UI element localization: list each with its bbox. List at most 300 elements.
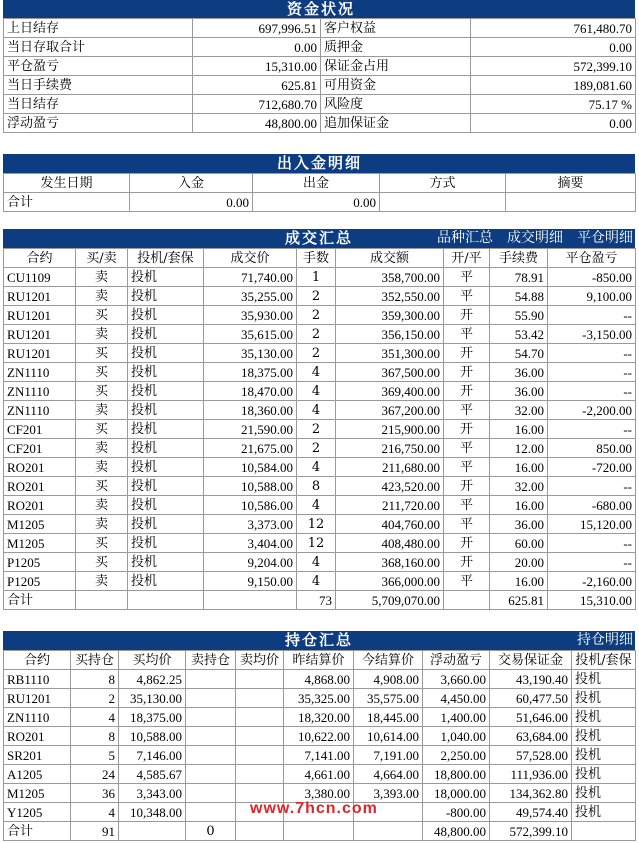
table-cell: RU1201 [4, 344, 76, 363]
table-cell: 投机 [128, 401, 204, 420]
table-cell: 2 [71, 689, 119, 708]
table-cell: 投机 [128, 477, 204, 496]
table-cell: -- [548, 477, 636, 496]
table-cell: ZN1110 [4, 363, 76, 382]
table-cell: 35,325.00 [284, 689, 354, 708]
table-cell: 卖 [76, 458, 128, 477]
table-cell: 投机 [572, 670, 636, 689]
table-cell: 18,470.00 [204, 382, 297, 401]
table-cell: 369,400.00 [336, 382, 444, 401]
table-cell [506, 193, 636, 212]
table-cell [119, 822, 186, 841]
table-cell: M1205 [4, 515, 76, 534]
table-cell [284, 822, 354, 841]
table-cell: 4,661.00 [284, 765, 354, 784]
table-cell: 4,868.00 [284, 670, 354, 689]
column-header: 成交额 [336, 249, 444, 268]
table-cell: 351,300.00 [336, 344, 444, 363]
cashflow-banner [3, 154, 635, 173]
table-cell: 卖 [76, 268, 128, 287]
table-cell: 54.88 [490, 287, 548, 306]
table-cell: 开 [444, 534, 490, 553]
table-cell: CF201 [4, 420, 76, 439]
table-cell: 15,310.00 [193, 57, 321, 76]
table-cell [236, 708, 284, 727]
table-cell: 36.00 [490, 382, 548, 401]
table-cell: 上日结存 [4, 19, 193, 38]
table-cell: 51,646.00 [490, 708, 572, 727]
table-cell: 投机 [128, 382, 204, 401]
table-cell: 8 [71, 670, 119, 689]
table-row [4, 420, 636, 439]
table-cell: 55.90 [490, 306, 548, 325]
table-cell: 16.00 [490, 420, 548, 439]
table-cell: 10,588.00 [204, 477, 297, 496]
table-cell: Y1205 [4, 803, 71, 822]
fund-row [4, 19, 636, 38]
table-row [4, 727, 636, 746]
table-cell: 4 [71, 803, 119, 822]
table-cell: 3,343.00 [119, 784, 186, 803]
table-cell [186, 689, 236, 708]
table-cell: 2,250.00 [423, 746, 490, 765]
table-cell: 10,622.00 [284, 727, 354, 746]
column-header: 手续费 [490, 249, 548, 268]
table-cell: 开 [444, 344, 490, 363]
column-header: 合约 [4, 249, 76, 268]
table-cell: 3,404.00 [204, 534, 297, 553]
table-cell: 2 [297, 306, 336, 325]
table-cell: 合计 [4, 193, 130, 212]
trades-links [423, 229, 633, 248]
column-header: 昨结算价 [284, 651, 354, 670]
table-cell: -- [548, 382, 636, 401]
table-cell: 当日存取合计 [4, 38, 193, 57]
table-cell: 35,615.00 [204, 325, 297, 344]
table-cell: 0.00 [471, 114, 636, 133]
table-cell: 35,130.00 [204, 344, 297, 363]
table-cell: 卖 [76, 496, 128, 515]
table-cell: 投机 [128, 572, 204, 591]
trades-banner [3, 229, 635, 248]
cashflow-table [3, 173, 636, 212]
table-cell: 697,996.51 [193, 19, 321, 38]
table-cell [128, 591, 204, 610]
table-cell: 75.17 % [471, 95, 636, 114]
table-cell: 216,750.00 [336, 439, 444, 458]
table-cell: 买 [76, 534, 128, 553]
table-cell: -3,150.00 [548, 325, 636, 344]
table-cell: -720.00 [548, 458, 636, 477]
table-cell: 18,375.00 [204, 363, 297, 382]
table-cell: 买 [76, 382, 128, 401]
table-cell: 48,800.00 [193, 114, 321, 133]
table-cell: 572,399.10 [471, 57, 636, 76]
trades-table [3, 248, 636, 610]
table-cell: 卖 [76, 572, 128, 591]
column-header: 买均价 [119, 651, 186, 670]
table-cell: SR201 [4, 746, 71, 765]
table-cell: 投机 [128, 287, 204, 306]
table-cell [186, 746, 236, 765]
table-cell: 10,348.00 [119, 803, 186, 822]
table-cell: 43,190.40 [490, 670, 572, 689]
table-cell: 投机 [572, 765, 636, 784]
column-header: 投机/套保 [128, 249, 204, 268]
table-row [4, 344, 636, 363]
table-cell: CF201 [4, 439, 76, 458]
table-cell: 21,590.00 [204, 420, 297, 439]
table-cell: 73 [297, 591, 336, 610]
table-cell: 358,700.00 [336, 268, 444, 287]
table-cell: 投机 [128, 534, 204, 553]
table-row [4, 363, 636, 382]
table-cell: 4 [71, 708, 119, 727]
table-cell: 35,255.00 [204, 287, 297, 306]
table-cell: 2 [297, 344, 336, 363]
table-cell: 1 [297, 268, 336, 287]
table-cell: M1205 [4, 534, 76, 553]
table-cell: 客户权益 [321, 19, 471, 38]
table-cell: 15,120.00 [548, 515, 636, 534]
column-header: 发生日期 [4, 174, 130, 193]
table-cell: 366,000.00 [336, 572, 444, 591]
table-cell: 4 [297, 496, 336, 515]
table-cell: 16.00 [490, 458, 548, 477]
column-header: 成交价 [204, 249, 297, 268]
column-header: 方式 [380, 174, 506, 193]
table-cell: 保证金占用 [321, 57, 471, 76]
positions-total-row [4, 822, 636, 841]
table-cell: 36.00 [490, 363, 548, 382]
table-cell: 20.00 [490, 553, 548, 572]
table-cell: 2 [297, 325, 336, 344]
table-cell: RU1201 [4, 287, 76, 306]
table-cell: 当日结存 [4, 95, 193, 114]
table-cell: 21,675.00 [204, 439, 297, 458]
column-header: 买/卖 [76, 249, 128, 268]
column-header: 平仓盈亏 [548, 249, 636, 268]
section-link[interactable]: 持仓明细 [577, 632, 633, 648]
table-cell: 16.00 [490, 572, 548, 591]
table-cell [236, 689, 284, 708]
table-cell: 买 [76, 477, 128, 496]
table-cell: 3,660.00 [423, 670, 490, 689]
table-cell: 35,575.00 [354, 689, 423, 708]
table-row [4, 496, 636, 515]
table-cell: 买 [76, 553, 128, 572]
table-cell: 3,380.00 [284, 784, 354, 803]
table-cell: 0.00 [253, 193, 380, 212]
table-cell: RB1110 [4, 670, 71, 689]
table-cell: -- [548, 534, 636, 553]
table-cell: 404,760.00 [336, 515, 444, 534]
table-cell: 可用资金 [321, 76, 471, 95]
table-cell: -680.00 [548, 496, 636, 515]
table-cell: 4 [297, 553, 336, 572]
table-cell: 投机 [572, 784, 636, 803]
table-cell: 投机 [572, 689, 636, 708]
table-cell: 平 [444, 439, 490, 458]
table-cell: 当日手续费 [4, 76, 193, 95]
table-cell: 质押金 [321, 38, 471, 57]
table-cell: -850.00 [548, 268, 636, 287]
table-cell: 18,320.00 [284, 708, 354, 727]
table-cell: 0.00 [130, 193, 253, 212]
table-cell: 开 [444, 382, 490, 401]
table-row [4, 515, 636, 534]
fund-title: 资金状况 [287, 0, 356, 18]
table-cell: 买 [76, 420, 128, 439]
table-cell [186, 765, 236, 784]
table-cell: 367,500.00 [336, 363, 444, 382]
table-cell [186, 708, 236, 727]
table-cell: 3,393.00 [354, 784, 423, 803]
table-cell: 625.81 [490, 591, 548, 610]
table-cell: 189,081.60 [471, 76, 636, 95]
table-cell: 111,936.00 [490, 765, 572, 784]
table-cell: 36 [71, 784, 119, 803]
table-cell [444, 591, 490, 610]
table-cell: 48,800.00 [423, 822, 490, 841]
table-cell: RU1201 [4, 325, 76, 344]
table-cell: -- [548, 553, 636, 572]
table-cell: 24 [71, 765, 119, 784]
table-cell: 16.00 [490, 496, 548, 515]
table-cell: 53.42 [490, 325, 548, 344]
table-cell: 54.70 [490, 344, 548, 363]
table-cell: 9,100.00 [548, 287, 636, 306]
table-cell: -2,200.00 [548, 401, 636, 420]
table-cell: 平 [444, 401, 490, 420]
table-cell: 卖 [76, 401, 128, 420]
table-cell: 36.00 [490, 515, 548, 534]
table-cell: 60.00 [490, 534, 548, 553]
table-row [4, 401, 636, 420]
table-cell: 71,740.00 [204, 268, 297, 287]
table-cell: 0.00 [193, 38, 321, 57]
table-cell: 开 [444, 363, 490, 382]
table-row [4, 534, 636, 553]
table-cell: 风险度 [321, 95, 471, 114]
table-cell: 投机 [128, 325, 204, 344]
table-cell: 211,680.00 [336, 458, 444, 477]
table-cell: 2 [297, 287, 336, 306]
table-cell: A1205 [4, 765, 71, 784]
fund-row [4, 38, 636, 57]
table-cell: 投机 [128, 496, 204, 515]
table-cell: 10,586.00 [204, 496, 297, 515]
table-cell: 18,000.00 [423, 784, 490, 803]
table-cell: 850.00 [548, 439, 636, 458]
table-cell: 9,204.00 [204, 553, 297, 572]
table-cell: 投机 [128, 344, 204, 363]
table-cell: 8 [71, 727, 119, 746]
table-cell: 平 [444, 458, 490, 477]
column-header: 投机/套保 [572, 651, 636, 670]
table-cell: 卖 [76, 515, 128, 534]
table-cell [186, 670, 236, 689]
table-cell: 211,720.00 [336, 496, 444, 515]
table-cell: 368,160.00 [336, 553, 444, 572]
table-row [4, 382, 636, 401]
table-cell: RO201 [4, 496, 76, 515]
table-cell: 761,480.70 [471, 19, 636, 38]
column-header: 卖均价 [236, 651, 284, 670]
table-cell: 15,310.00 [548, 591, 636, 610]
table-cell: 卖 [76, 287, 128, 306]
table-cell: 8 [297, 477, 336, 496]
table-cell: 0 [186, 822, 236, 841]
column-header: 卖持仓 [186, 651, 236, 670]
table-cell: 32.00 [490, 477, 548, 496]
table-row [4, 553, 636, 572]
table-cell: RO201 [4, 727, 71, 746]
column-header: 交易保证金 [490, 651, 572, 670]
positions-header-row [4, 651, 636, 670]
table-cell: 78.91 [490, 268, 548, 287]
table-cell: 平 [444, 325, 490, 344]
table-cell: ZN1110 [4, 401, 76, 420]
watermark: www.7hcn.com [250, 800, 378, 817]
table-cell [186, 803, 236, 822]
table-cell: 4,450.00 [423, 689, 490, 708]
positions-links [563, 631, 633, 650]
table-cell: 投机 [572, 727, 636, 746]
table-cell: 352,550.00 [336, 287, 444, 306]
table-row [4, 708, 636, 727]
table-row [4, 306, 636, 325]
table-cell: 10,614.00 [354, 727, 423, 746]
column-header: 合约 [4, 651, 71, 670]
table-cell: RO201 [4, 458, 76, 477]
table-cell [76, 591, 128, 610]
table-cell: 18,800.00 [423, 765, 490, 784]
trades-header-row [4, 249, 636, 268]
table-cell [354, 822, 423, 841]
table-cell [186, 784, 236, 803]
positions-banner [3, 631, 635, 650]
table-cell: 35,930.00 [204, 306, 297, 325]
table-cell: 4,862.25 [119, 670, 186, 689]
table-cell: 35,130.00 [119, 689, 186, 708]
table-cell: 134,362.80 [490, 784, 572, 803]
cashflow-total-row [4, 193, 636, 212]
table-cell: 18,445.00 [354, 708, 423, 727]
table-cell: 572,399.10 [490, 822, 572, 841]
table-cell: -- [548, 363, 636, 382]
table-cell: 12 [297, 515, 336, 534]
table-cell [572, 822, 636, 841]
column-header: 买持仓 [71, 651, 119, 670]
table-cell: 49,574.40 [490, 803, 572, 822]
table-cell: 卖 [76, 325, 128, 344]
table-cell [236, 746, 284, 765]
column-header: 入金 [130, 174, 253, 193]
table-cell: 投机 [128, 553, 204, 572]
table-cell: 7,141.00 [284, 746, 354, 765]
table-cell: 买 [76, 306, 128, 325]
table-cell: 投机 [572, 708, 636, 727]
table-cell: 平仓盈亏 [4, 57, 193, 76]
table-cell: ZN1110 [4, 708, 71, 727]
table-cell: 投机 [128, 420, 204, 439]
table-cell: P1205 [4, 572, 76, 591]
table-cell: 2 [297, 439, 336, 458]
table-cell: 4,585.67 [119, 765, 186, 784]
table-cell: 359,300.00 [336, 306, 444, 325]
table-cell: 买 [76, 344, 128, 363]
table-cell [186, 727, 236, 746]
cashflow-header-row [4, 174, 636, 193]
table-cell: 平 [444, 268, 490, 287]
table-cell [204, 591, 297, 610]
table-cell: 买 [76, 363, 128, 382]
table-cell: 5,709,070.00 [336, 591, 444, 610]
table-cell: RO201 [4, 477, 76, 496]
table-cell: 4 [297, 401, 336, 420]
table-cell: 10,584.00 [204, 458, 297, 477]
table-cell: 平 [444, 515, 490, 534]
table-row [4, 765, 636, 784]
table-cell: 投机 [128, 439, 204, 458]
table-cell: -- [548, 344, 636, 363]
table-cell: 平 [444, 287, 490, 306]
table-cell: 18,360.00 [204, 401, 297, 420]
table-cell: ZN1110 [4, 382, 76, 401]
table-cell: -- [548, 306, 636, 325]
column-header: 摘要 [506, 174, 636, 193]
table-cell: 平 [444, 572, 490, 591]
table-cell: 投机 [572, 803, 636, 822]
table-cell: 12.00 [490, 439, 548, 458]
fund-row [4, 114, 636, 133]
column-header: 出金 [253, 174, 380, 193]
table-cell: 追加保证金 [321, 114, 471, 133]
table-row [4, 572, 636, 591]
table-cell: 408,480.00 [336, 534, 444, 553]
table-cell: 215,900.00 [336, 420, 444, 439]
table-cell: 合计 [4, 591, 76, 610]
column-header: 手数 [297, 249, 336, 268]
table-cell: 平 [444, 496, 490, 515]
table-row [4, 477, 636, 496]
table-cell [380, 193, 506, 212]
table-cell: 625.81 [193, 76, 321, 95]
section-link[interactable]: 成交明细 [507, 230, 563, 246]
table-cell: 63,684.00 [490, 727, 572, 746]
table-cell: -2,160.00 [548, 572, 636, 591]
table-row [4, 268, 636, 287]
cashflow-title: 出入金明细 [277, 154, 363, 172]
table-cell: CU1109 [4, 268, 76, 287]
table-row [4, 746, 636, 765]
positions-title: 持仓汇总 [285, 631, 354, 649]
table-row [4, 670, 636, 689]
table-cell: RU1201 [4, 689, 71, 708]
section-link[interactable]: 平仓明细 [577, 230, 633, 246]
table-cell: 卖 [76, 439, 128, 458]
table-row [4, 287, 636, 306]
column-header: 浮动盈亏 [423, 651, 490, 670]
table-cell: 投机 [128, 515, 204, 534]
table-cell: -- [548, 420, 636, 439]
fund-row [4, 95, 636, 114]
section-link[interactable]: 品种汇总 [437, 230, 493, 246]
table-row [4, 439, 636, 458]
table-row [4, 689, 636, 708]
table-cell [236, 765, 284, 784]
